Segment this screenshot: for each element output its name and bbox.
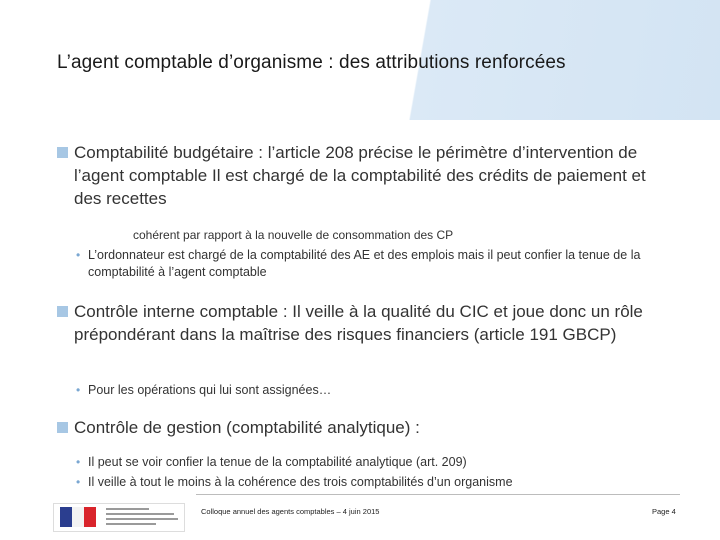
square-bullet-icon	[57, 422, 68, 433]
slide-title: L’agent comptable d’organisme : des attributions renforcées	[57, 52, 566, 73]
sub-bullet-operations	[76, 382, 676, 399]
sub-bullet-coherence	[76, 474, 676, 491]
bullet-text: Contrôle de gestion (comptabilité analytique) :	[74, 418, 420, 437]
bullet-text: Comptabilité budgétaire : l’article 208 précise le périmètre d’intervention de l’agent comptable Il est chargé de la comptabilité des crédits de paiement et des recettes	[74, 143, 646, 208]
dot-bullet-icon: •	[76, 455, 81, 469]
dot-bullet-icon: •	[76, 475, 81, 489]
bullet-text: Contrôle interne comptable : Il veille à la qualité du CIC et joue donc un rôle prépondérant dans la maîtrise des risques financiers (article 191 GBCP)	[74, 302, 643, 344]
bullet-item-controle-interne	[57, 300, 677, 346]
square-bullet-icon	[57, 306, 68, 317]
ministry-logo	[53, 503, 185, 532]
dot-bullet-icon: •	[76, 383, 81, 397]
sub-bullet-text: Il peut se voir confier la tenue de la comptabilité analytique (art. 209)	[88, 455, 467, 469]
footer-divider	[196, 494, 680, 495]
sub-bullet-ordonnateur	[76, 247, 676, 281]
sub-bullet-text: Il veille à tout le moins à la cohérence des trois comptabilités d’un organisme	[88, 475, 513, 489]
square-bullet-icon	[57, 147, 68, 158]
bullet-item-budgetaire	[57, 141, 677, 210]
french-flag-icon	[60, 507, 96, 527]
logo-text-lines	[106, 508, 178, 528]
sub-bullet-text: L’ordonnateur est chargé de la comptabilité des AE et des emplois mais il peut confier la tenue de la comptabilité à l’agent comptable	[88, 248, 641, 279]
bullet-item-controle-gestion	[57, 416, 677, 439]
sub-bullet-text: Pour les opérations qui lui sont assignées…	[88, 383, 332, 397]
page-number: Page 4	[652, 507, 676, 516]
dot-bullet-icon: •	[76, 248, 81, 262]
footer-event: Colloque annuel des agents comptables – 4 juin 2015	[201, 507, 380, 516]
sub-bullet-analytique	[76, 454, 676, 471]
bullet-note: cohérent par rapport à la nouvelle de consommation des CP	[133, 228, 454, 242]
slide-header	[0, 0, 720, 120]
